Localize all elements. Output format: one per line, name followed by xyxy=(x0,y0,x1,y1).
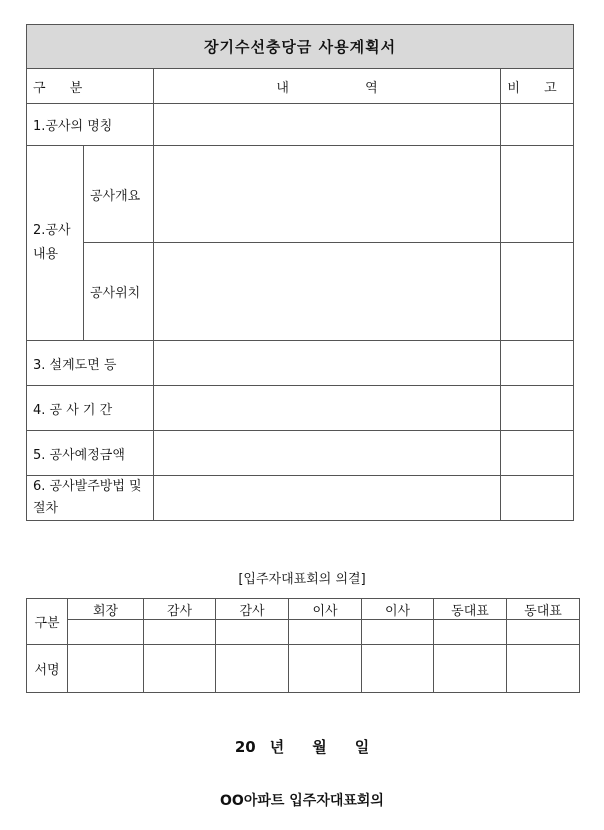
amount-value[interactable] xyxy=(154,431,501,476)
drawings-value[interactable] xyxy=(154,341,501,386)
document-title: 장기수선충당금 사용계획서 xyxy=(27,25,574,69)
row-construction-name: 1.공사의 명칭 xyxy=(27,104,154,146)
signature-cell-auditor-2[interactable] xyxy=(216,645,289,693)
signature-cell-chairman[interactable] xyxy=(68,645,144,693)
role-building-rep-1: 동대표 xyxy=(434,599,507,620)
name-cell-auditor-2[interactable] xyxy=(216,620,289,645)
row-header-category: 구분 xyxy=(27,599,68,645)
overview-value[interactable] xyxy=(154,146,501,243)
date-month-unit: 월 xyxy=(312,738,327,756)
date-year-unit: 년 xyxy=(269,738,285,756)
location-value[interactable] xyxy=(154,243,501,341)
name-cell-director-2[interactable] xyxy=(362,620,434,645)
header-content: 내 역 xyxy=(154,69,501,104)
header-remarks: 비 고 xyxy=(501,69,574,104)
name-cell-building-rep-1[interactable] xyxy=(434,620,507,645)
date-line xyxy=(0,736,604,757)
resolution-title: [입주자대표회의 의결] xyxy=(238,572,366,587)
overview-remarks[interactable] xyxy=(501,146,574,243)
drawings-remarks[interactable] xyxy=(501,341,574,386)
row-overview: 공사개요 xyxy=(84,146,154,243)
resolution-signature-table xyxy=(26,598,580,693)
row-drawings: 3. 설계도면 등 xyxy=(27,341,154,386)
construction-name-remarks[interactable] xyxy=(501,104,574,146)
name-cell-building-rep-2[interactable] xyxy=(507,620,580,645)
organization-name: OO아파트 입주자대표회의 xyxy=(220,793,384,809)
name-cell-chairman[interactable] xyxy=(68,620,144,645)
signature-cell-director-1[interactable] xyxy=(289,645,362,693)
order-method-remarks[interactable] xyxy=(501,476,574,521)
row-amount: 5. 공사예정금액 xyxy=(27,431,154,476)
order-method-value[interactable] xyxy=(154,476,501,521)
signature-cell-building-rep-2[interactable] xyxy=(507,645,580,693)
row-construction-content: 2.공사 내용 xyxy=(27,146,84,341)
period-value[interactable] xyxy=(154,386,501,431)
role-auditor-1: 감사 xyxy=(144,599,216,620)
location-remarks[interactable] xyxy=(501,243,574,341)
role-chairman: 회장 xyxy=(68,599,144,620)
name-cell-director-1[interactable] xyxy=(289,620,362,645)
signature-label: 서명 xyxy=(27,645,68,693)
date-day-unit: 일 xyxy=(354,738,370,756)
header-category: 구 분 xyxy=(27,69,154,104)
signature-cell-director-2[interactable] xyxy=(362,645,434,693)
name-cell-auditor-1[interactable] xyxy=(144,620,216,645)
row-period: 4. 공 사 기 간 xyxy=(27,386,154,431)
construction-name-value[interactable] xyxy=(154,104,501,146)
role-building-rep-2: 동대표 xyxy=(507,599,580,620)
usage-plan-table xyxy=(26,24,574,521)
signature-cell-auditor-1[interactable] xyxy=(144,645,216,693)
signature-cell-building-rep-1[interactable] xyxy=(434,645,507,693)
amount-remarks[interactable] xyxy=(501,431,574,476)
role-auditor-2: 감사 xyxy=(216,599,289,620)
row-location: 공사위치 xyxy=(84,243,154,341)
period-remarks[interactable] xyxy=(501,386,574,431)
role-director-2: 이사 xyxy=(362,599,434,620)
role-director-1: 이사 xyxy=(289,599,362,620)
date-year: 20 xyxy=(234,738,256,756)
row-order-method: 6. 공사발주방법 및 절차 xyxy=(27,476,154,521)
